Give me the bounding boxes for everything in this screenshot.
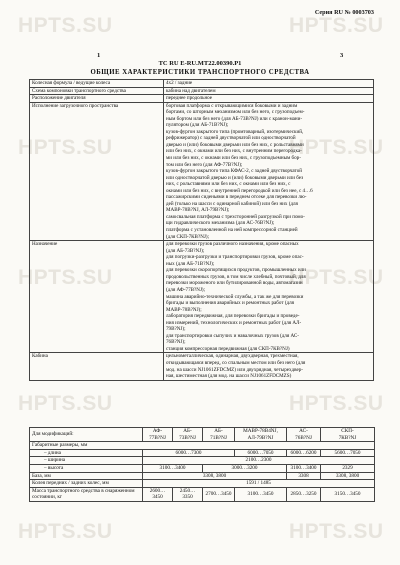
spec-line: для погрузки-разгрузки и транспортировки грузов, кроме опас- [166, 254, 304, 261]
wheelbase-value: 3308, 3800 [143, 472, 287, 480]
length-value: 6000…7300 [143, 449, 235, 457]
spec-line: щи гидравлического механизма (для АС-76В?NJ); [166, 220, 275, 227]
model-cell: АС- 76В?NJ [287, 428, 321, 442]
track-row [30, 480, 375, 488]
spec-value [164, 95, 374, 103]
model-cell: МАВР-78В4NJ, АЛ-79В?NJ [235, 428, 287, 442]
spec-line: станция компрессорная передвижная (для СКП-7КВ?NJ) [166, 345, 290, 352]
spec-line: них, с рольставнями или без них, с окнами или без них, с [166, 181, 291, 188]
track-value: 1591 / 1485 [143, 480, 375, 488]
mass-row [30, 487, 375, 501]
spec-label: Кабина [30, 353, 164, 380]
spec-value [164, 353, 374, 380]
dims-label: Габаритные размеры, мм [30, 442, 375, 450]
spec-line: МАВР-78В?NJ); [166, 306, 202, 313]
track-label: Колея передних / задних колес, мм [30, 480, 143, 488]
spec-line: бригады и выполнения аварийных и ремонтных работ (для [166, 300, 295, 307]
spec-line: для перевозки скоропортящихся продуктов, промышленных или [166, 267, 306, 274]
model-cell: АБ- 73В?NJ [173, 428, 203, 442]
spec-line: перевозки мороженого или бутилированной воды, автомагазин [166, 280, 303, 287]
model-cell: СКП- 7КВ?NJ [321, 428, 375, 442]
models-header-row [30, 428, 375, 442]
height-value: 2329 [321, 464, 375, 472]
serial-number: Серия RU № 0003703 [314, 9, 374, 16]
spec-line: ным бортом или без него (для АБ-73В?NJ) или с кранон-мани- [166, 115, 303, 122]
spec-label: Колесная формула / ведущие колеса [30, 80, 164, 88]
spec-line: машина аварийно-технической службы, а так же для перевозки [166, 293, 304, 300]
watermark: HPTS.SU [289, 14, 384, 37]
spec-line: окнами или без них, с внутренней перегородкой или без нее, с 4…6 [166, 187, 313, 194]
length-row [30, 449, 375, 457]
spec-row [30, 241, 374, 353]
height-value: 3000…3200 [203, 464, 287, 472]
watermark: HPTS.SU [18, 392, 113, 415]
watermark: HPTS.SU [18, 266, 113, 289]
spec-line: для перевозки грузов различного назначения, кроме опасных [166, 241, 299, 248]
page-number-left: 1 [97, 52, 101, 59]
spec-line: дверью и (или) боковыми дверьми или без них, с рольставнями [166, 141, 304, 148]
spec-line: рефрижератор) с задней двустворчатой или одностворчатой [166, 135, 296, 142]
wheelbase-value: 3308, 3800 [321, 472, 375, 480]
mass-value: 2850…3250 [287, 487, 321, 501]
width-value: 2100…2300 [143, 457, 375, 465]
spec-line: кабина над двигателем [166, 87, 216, 94]
width-row [30, 457, 375, 465]
spec-line: 76В?NJ); [166, 339, 186, 346]
spec-label: Расположение двигателя [30, 95, 164, 103]
mass-value: 3150…3450 [321, 487, 375, 501]
spec-line: кузов-фургон закрытого типа КФАС-2, с задней двустворчатой [166, 168, 302, 175]
height-value: 3100…3400 [143, 464, 203, 472]
spec-line: для транспортировки сыпучих и навалочных грузов (для АС- [166, 332, 299, 339]
height-label: – высота [30, 464, 143, 472]
width-label: – ширина [30, 457, 143, 465]
parameters-table [29, 427, 375, 502]
height-value: 3100…3400 [287, 464, 321, 472]
length-value: 6000…7050 [235, 449, 287, 457]
spec-line: (для СКП-7КВ?NJ); [166, 233, 209, 240]
spec-line: том или без него (для АФ-77В?NJ); [166, 161, 243, 168]
page-number-right: 3 [340, 52, 344, 59]
spec-line: ми или без них, с окнами или без них, с грузоподъемным бор- [166, 155, 301, 162]
spec-line: или одностворчатой дверью и (или) боковыми дверьми или без [166, 174, 304, 181]
spec-line: дей (только на шасси с одинарной кабиной) или без них (для [166, 200, 298, 207]
spec-line: самосвальная платформа с трехсторонней разгрузкой при помо- [166, 213, 305, 220]
spec-line: (для АБ-73В?NJ); [166, 247, 205, 254]
spec-line: лаборатория передвижная, для перевозки бригады и проведе- [166, 313, 300, 320]
spec-line: или без них, с окнами или без них, с внутренним перегородка- [166, 148, 302, 155]
spec-line: (для АФ-77В?NJ); [166, 286, 206, 293]
spec-row [30, 353, 374, 380]
wheelbase-label: База, мм [30, 472, 143, 480]
spec-line: 4x2 / задние [166, 80, 193, 86]
spec-line: пулятором (для АБ-71В?NJ); [166, 122, 229, 129]
spec-label: Схема компоновки транспортного средства [30, 87, 164, 95]
length-label: – длина [30, 449, 143, 457]
modif-label: Для модификаций: [30, 428, 143, 442]
watermark: HPTS.SU [289, 266, 384, 289]
spec-line: пассажирскими сиденьями в переднем отсеке для перевозки лю- [166, 194, 307, 201]
mass-value: 2600…3450 [143, 487, 173, 501]
spec-value [164, 87, 374, 95]
spec-line: кузов-фургон закрытого типа (промтоварный, изотермический, [166, 128, 304, 135]
watermark: HPTS.SU [289, 136, 384, 159]
mass-label: Масса транспортного средства в снаряженном состоянии, кг [30, 487, 143, 501]
mass-value: 2450…3350 [173, 487, 203, 501]
spec-line: ная, шестиместная (для мод. на шасси NJ1061ZFDCMZS) [166, 373, 292, 380]
spec-row [30, 95, 374, 103]
mass-value: 2700…3450 [203, 487, 235, 501]
watermark: HPTS.SU [18, 136, 113, 159]
watermark: HPTS.SU [289, 520, 384, 543]
length-value: 5600…7050 [321, 449, 375, 457]
spec-line: ных (для АБ-71В?NJ); [166, 260, 215, 267]
spec-line: цельнометаллическая, одинарная, двухдверная, трехместная, [166, 353, 299, 360]
watermark: HPTS.SU [18, 520, 113, 543]
height-row [30, 464, 375, 472]
spec-row [30, 87, 374, 95]
spec-line: бортовая платформа с открывающимися боковыми и задним [166, 102, 298, 109]
wheelbase-row [30, 472, 375, 480]
spec-row [30, 80, 374, 88]
spec-line: МАВР-78В?NJ, АЛ-79В?NJ); [166, 207, 230, 214]
spec-value [164, 102, 374, 240]
watermark: HPTS.SU [18, 14, 113, 37]
length-value: 6000…6200 [287, 449, 321, 457]
spec-value [164, 241, 374, 353]
spec-line: мод. на шасси NJ1061ZFDCMZ) или двухрядная, четырехдвер- [166, 366, 303, 373]
spec-value [164, 80, 374, 88]
spec-line: переднее продольное [166, 95, 213, 102]
model-cell: АБ- 71В?NJ [203, 428, 235, 442]
spec-line: бортами, со шторным механизмом или без него, с грузоподъем- [166, 109, 305, 116]
mass-value: 3100…3450 [235, 487, 287, 501]
spec-line: платформа с установленной на ней компрессорной станцией [166, 227, 298, 234]
spec-table [29, 79, 374, 381]
wheelbase-value: 3308 [287, 472, 321, 480]
spec-line: 79В?NJ); [166, 326, 186, 333]
spec-label: Исполнение загрузочного пространства [30, 102, 164, 240]
spec-line: ния измерений, технологических и ремонтных работ (для АЛ- [166, 319, 302, 326]
spec-label: Назначение [30, 241, 164, 353]
spec-line: откидывающаяся вперед, со спальным местом или без него (для [166, 359, 306, 366]
spec-line: продовольственных грузов, в том числе хлебный, почтовый, для [166, 273, 306, 280]
tc-number: ТС RU E-RU.MT22.00390.P1 [158, 60, 242, 67]
dims-row [30, 442, 375, 450]
model-cell: АФ- 77В?NJ [143, 428, 173, 442]
watermark: HPTS.SU [289, 392, 384, 415]
spec-row [30, 102, 374, 240]
page-title: ОБЩИЕ ХАРАКТЕРИСТИКИ ТРАНСПОРТНОГО СРЕДСТВА [90, 69, 310, 76]
